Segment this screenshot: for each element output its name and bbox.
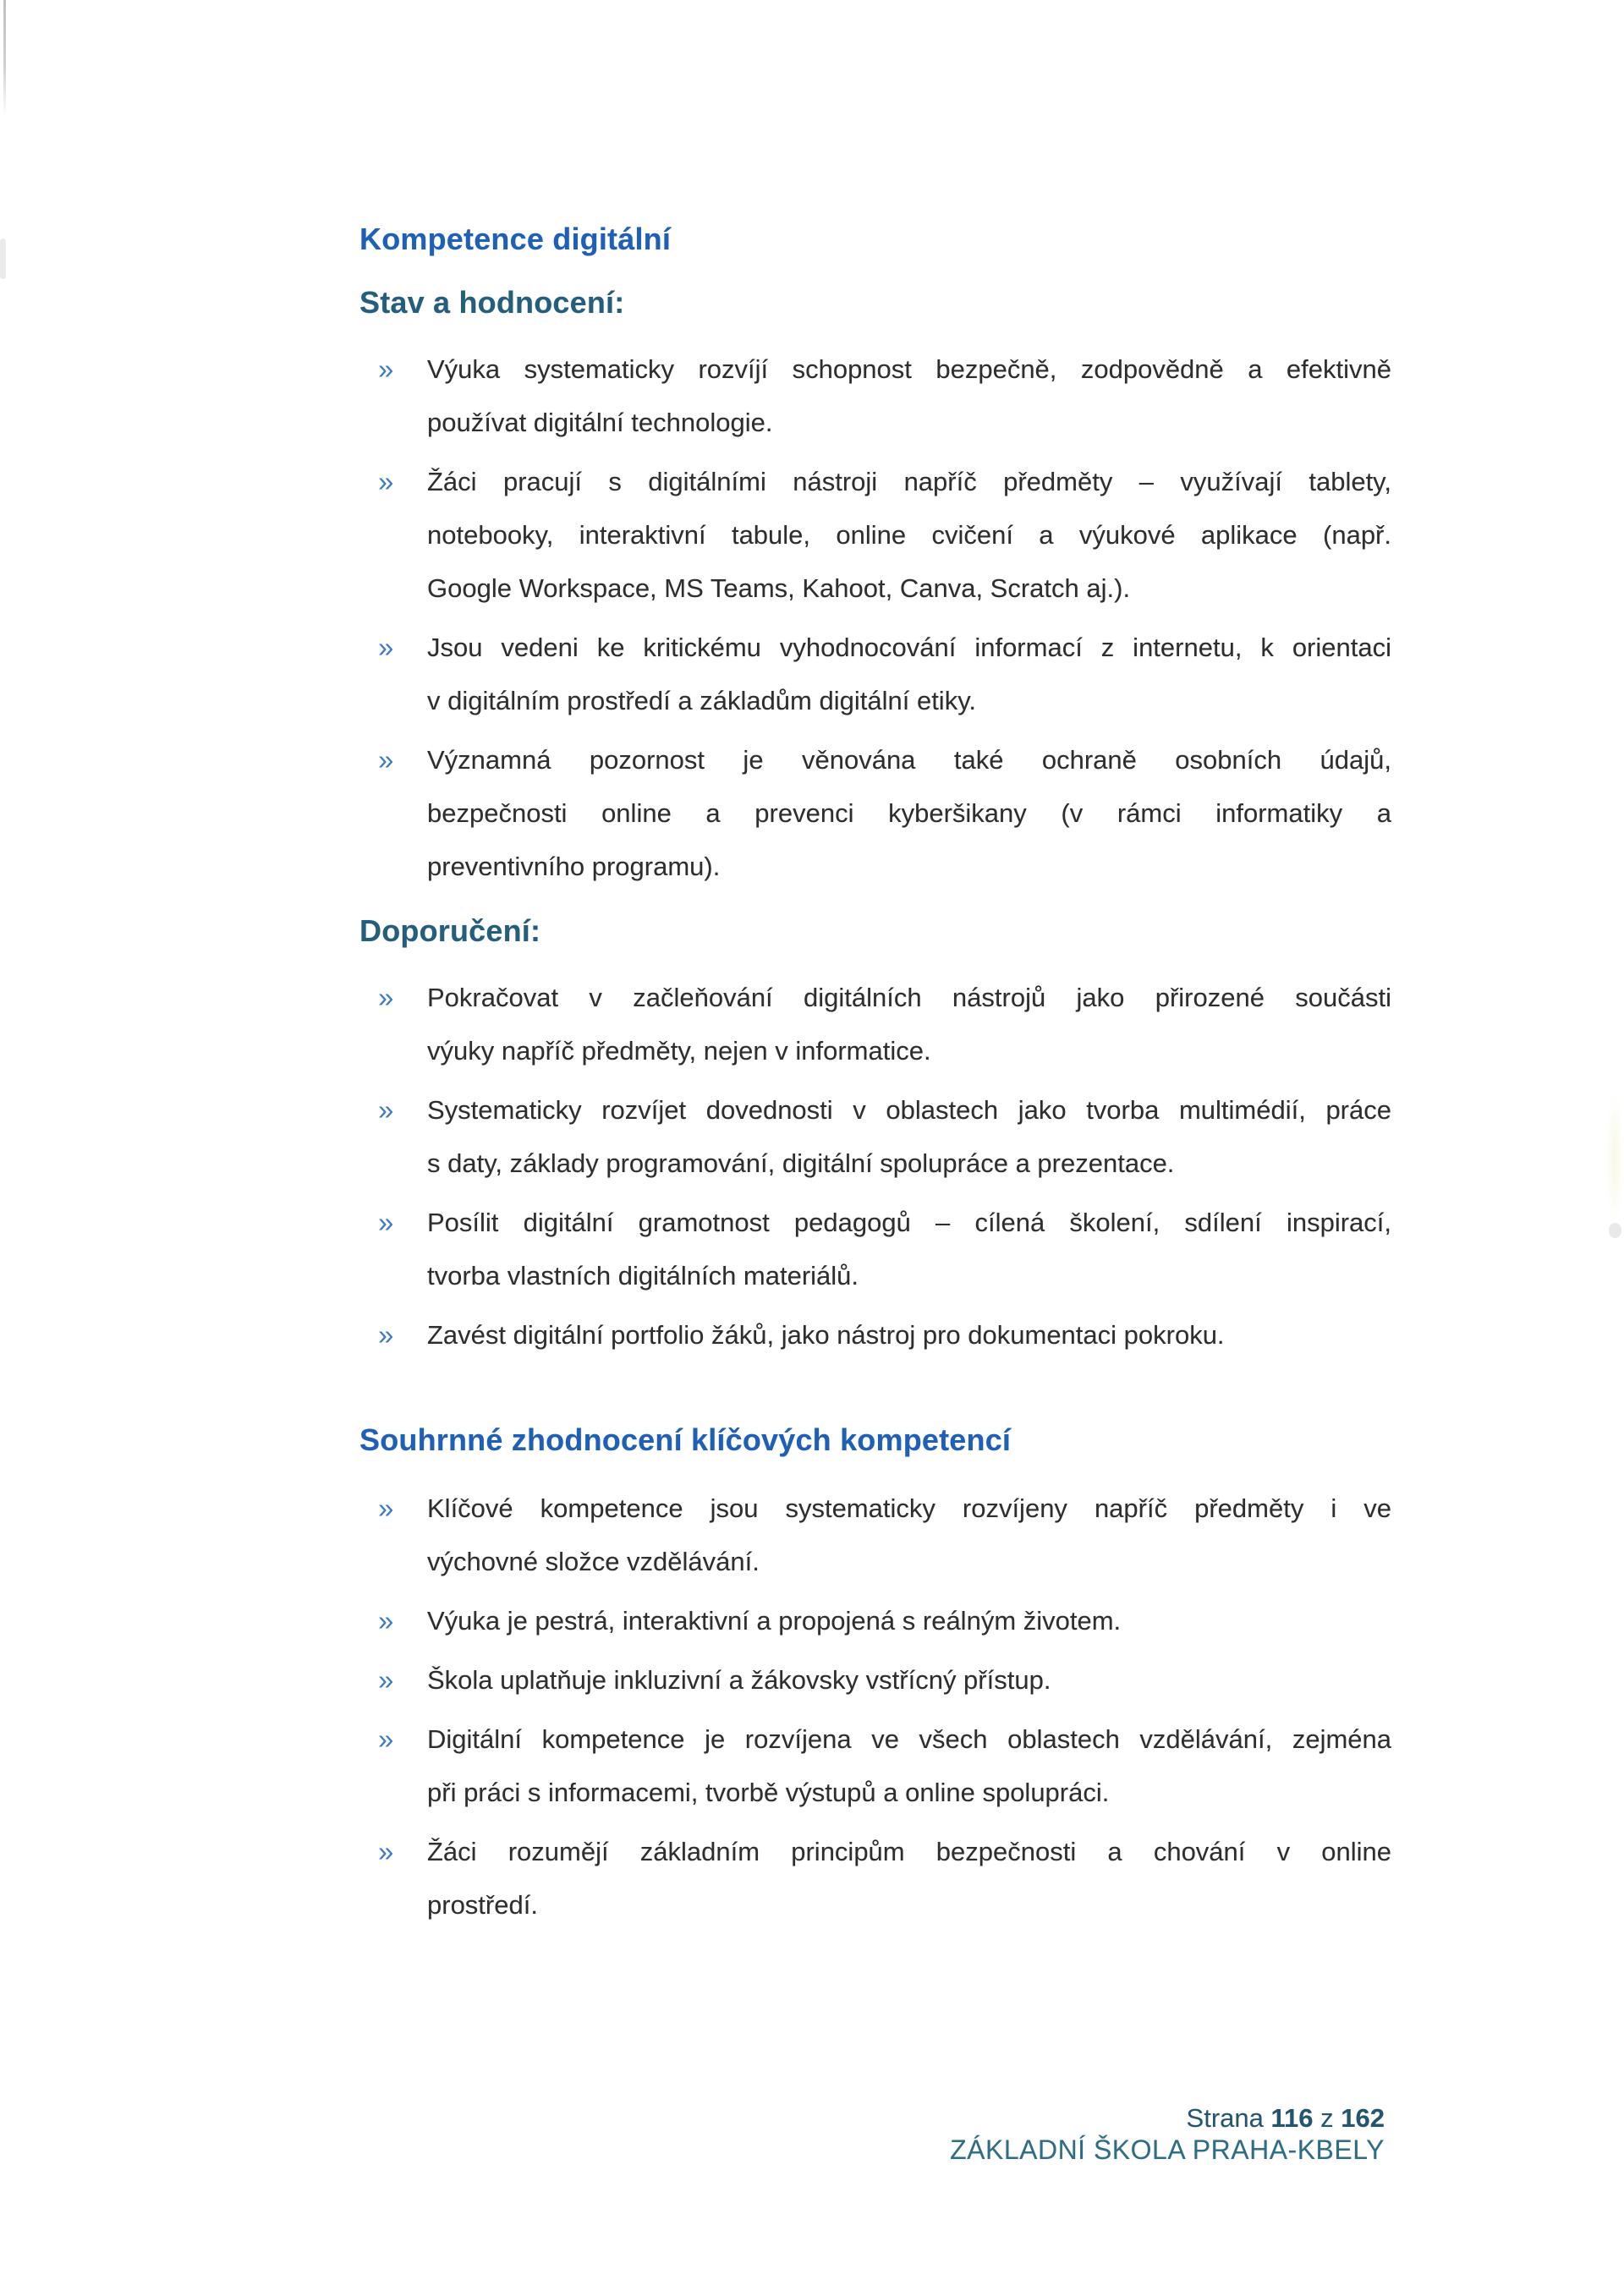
bullet-list-stav: [359, 342, 1391, 893]
page-footer: [950, 2103, 1385, 2166]
bullet-list-doporuceni: [359, 971, 1391, 1362]
document-content: [359, 222, 1391, 1937]
list-item: [359, 621, 1391, 727]
bullet-marker-icon: »: [378, 1207, 394, 1238]
list-item: [359, 1825, 1391, 1932]
bullet-marker-icon: »: [378, 1723, 394, 1755]
bullet-marker-icon: »: [378, 1605, 394, 1636]
scan-artifact-line: [3, 0, 6, 117]
list-item: [359, 1083, 1391, 1190]
list-item: [359, 971, 1391, 1077]
bullet-line: prostředí.: [427, 1890, 538, 1920]
bullet-line: Žáci rozumějí základním principům bezpečnosti a chování v online: [427, 1837, 1391, 1866]
scan-artifact-smudge: [1605, 1091, 1624, 1226]
page-of-label: z: [1320, 2103, 1334, 2133]
list-item: [359, 1653, 1391, 1707]
bullet-line: preventivního programu).: [427, 852, 721, 881]
bullet-line: při práci s informacemi, tvorbě výstupů a online spolupráci.: [427, 1778, 1110, 1807]
bullet-line: Digitální kompetence je rozvíjena ve všech oblastech vzdělávání, zejména: [427, 1724, 1391, 1754]
bullet-line: Významná pozornost je věnována také ochraně osobních údajů,: [427, 745, 1391, 775]
bullet-line: Posílit digitální gramotnost pedagogů – cílená školení, sdílení inspirací,: [427, 1208, 1391, 1237]
bullet-marker-icon: »: [378, 1836, 394, 1867]
bullet-line: Google Workspace, MS Teams, Kahoot, Canva, Scratch aj.).: [427, 573, 1131, 603]
bullet-line: s daty, základy programování, digitální spolupráce a prezentace.: [427, 1148, 1175, 1178]
bullet-marker-icon: »: [378, 1094, 394, 1126]
bullet-line: notebooky, interaktivní tabule, online cvičení a výukové aplikace (např.: [427, 520, 1391, 550]
subheading-doporuceni: Doporučení:: [359, 913, 541, 948]
bullet-line: Systematicky rozvíjet dovednosti v oblastech jako tvorba multimédií, práce: [427, 1095, 1391, 1125]
page-number: [950, 2103, 1385, 2134]
bullet-marker-icon: »: [378, 1664, 394, 1696]
bullet-line: tvorba vlastních digitálních materiálů.: [427, 1261, 859, 1290]
bullet-line: výuky napříč předměty, nejen v informatice.: [427, 1036, 931, 1066]
bullet-line: Výuka je pestrá, interaktivní a propojená s reálným životem.: [427, 1606, 1122, 1636]
bullet-line: Klíčové kompetence jsou systematicky rozvíjeny napříč předměty i ve: [427, 1493, 1391, 1523]
page-label: Strana: [1186, 2103, 1264, 2133]
bullet-line: Pokračovat v začleňování digitálních nástrojů jako přirozené součásti: [427, 983, 1391, 1012]
list-item: [359, 1712, 1391, 1819]
bullet-marker-icon: »: [378, 466, 394, 497]
bullet-marker-icon: »: [378, 982, 394, 1013]
section-heading-souhrnne-zhodnoceni: Souhrnné zhodnocení klíčových kompetencí: [359, 1422, 1012, 1457]
bullet-line: Výuka systematicky rozvíjí schopnost bezpečně, zodpovědně a efektivně: [427, 354, 1391, 384]
list-item: [359, 342, 1391, 449]
section-heading-kompetence-digitalni: Kompetence digitální: [359, 222, 672, 256]
subheading-stav-a-hodnoceni: Stav a hodnocení:: [359, 285, 625, 320]
list-item: [359, 1308, 1391, 1362]
school-name: ZÁKLADNÍ ŠKOLA PRAHA-KBELY: [950, 2134, 1385, 2165]
bullet-line: Škola uplatňuje inkluzivní a žákovsky vstřícný přístup.: [427, 1665, 1051, 1695]
list-item: [359, 1594, 1391, 1647]
list-item: [359, 1196, 1391, 1302]
bullet-line: Jsou vedeni ke kritickému vyhodnocování informací z internetu, k orientaci: [427, 633, 1391, 662]
bullet-list-souhrnne: [359, 1482, 1391, 1932]
page-current: 116: [1270, 2103, 1314, 2133]
bullet-line: bezpečnosti online a prevenci kyberšikany (v rámci informatiky a: [427, 798, 1391, 828]
bullet-line: výchovné složce vzdělávání.: [427, 1547, 760, 1576]
list-item: [359, 733, 1391, 893]
bullet-marker-icon: »: [378, 744, 394, 775]
bullet-marker-icon: »: [378, 632, 394, 663]
page-total: 162: [1341, 2103, 1385, 2133]
bullet-marker-icon: »: [378, 1493, 394, 1524]
list-item: [359, 1482, 1391, 1588]
scan-artifact-smudge: [0, 238, 6, 279]
bullet-line: Žáci pracují s digitálními nástroji napříč předměty – využívají tablety,: [427, 467, 1391, 496]
scan-artifact-dot: [1609, 1223, 1621, 1238]
bullet-line: používat digitální technologie.: [427, 408, 773, 437]
bullet-line: v digitálním prostředí a základům digitální etiky.: [427, 686, 977, 715]
list-item: [359, 455, 1391, 615]
bullet-line: Zavést digitální portfolio žáků, jako nástroj pro dokumentaci pokroku.: [427, 1320, 1225, 1350]
bullet-marker-icon: »: [378, 1319, 394, 1351]
bullet-marker-icon: »: [378, 353, 394, 385]
